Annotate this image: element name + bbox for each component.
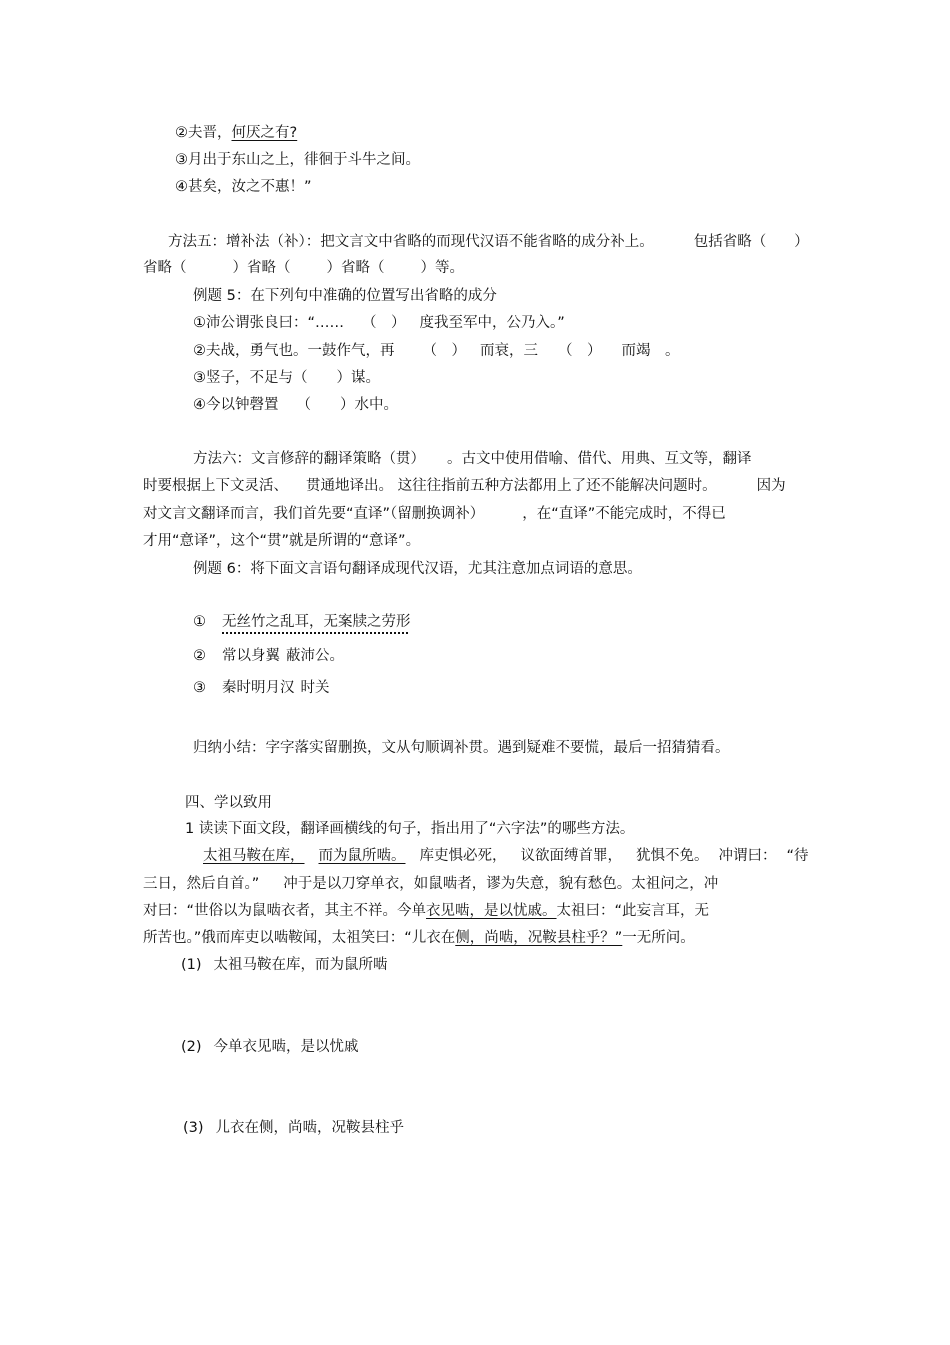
section4-heading: 四、学以致用 (185, 795, 272, 811)
section4-instruction: 1 读读下面文段，翻译画横线的句子，指出用了“六字法”的哪些方法。 (185, 821, 635, 837)
dotted-text: 无丝竹之乱耳，无案牍之劳形 (222, 614, 411, 630)
example5-item-3: ③竖子，不足与（ ）谋。 (193, 370, 380, 386)
item-text: 常以身翼 (222, 648, 280, 664)
example6-item-1 (193, 612, 411, 632)
method6-text: 时要根据上下文灵活、 (143, 478, 288, 494)
question-text: 儿衣在侧，尚啮，况鞍县柱乎 (215, 1120, 405, 1136)
passage-text: 议欲面缚首罪， (520, 848, 622, 864)
item-number: ③ (193, 680, 206, 696)
method6-line1 (193, 449, 752, 469)
method5-text: ）等。 (420, 260, 464, 276)
example-text: ①沛公谓张良曰：“…… (193, 315, 345, 331)
example-line-2 (175, 123, 297, 143)
method5-text: 省略（ (143, 260, 187, 276)
method5-text: 包括省略（ (693, 234, 767, 250)
example6-item-3 (193, 678, 330, 698)
question-1 (181, 955, 388, 975)
question-number: (3) (183, 1120, 204, 1136)
method6-text: 。古文中使用借喻、借代、用典、互文等，翻译 (447, 451, 752, 467)
passage-text: 太祖曰：“此妄言耳，无 (556, 903, 710, 919)
method5-line2 (143, 258, 464, 278)
blank: （ ） (362, 315, 406, 331)
question-2 (181, 1037, 359, 1057)
item-text: 秦时明月汉 (222, 680, 295, 696)
blank: （ ）水中。 (296, 397, 398, 413)
passage-line-1 (203, 846, 809, 866)
item-number: ① (193, 614, 206, 630)
example5-item-2 (193, 341, 680, 361)
passage-text: 冲于是以刀穿单衣，如鼠啮者，谬为失意，貌有愁色。太祖问之，冲 (283, 876, 719, 892)
example-text: ②夫晋， (175, 125, 232, 141)
example-line-4: ④甚矣，汝之不惠！” (175, 179, 312, 195)
underlined-text: 侧，尚啮，况鞍县柱乎？” (455, 930, 623, 946)
blank: （ ） (558, 343, 602, 359)
method5-text: ）省略（ (232, 260, 291, 276)
passage-line-3 (143, 901, 709, 921)
method6-text: 对文言文翻译而言，我们首先要“直译”（留删换调补） (143, 506, 485, 522)
method5-text: ）省略（ (326, 260, 385, 276)
passage-text: 冲谓曰： (718, 848, 777, 864)
method5-text: ） (794, 234, 809, 250)
example-text: ②夫战，勇气也。一鼓作气，再 (193, 343, 395, 359)
question-number: (2) (181, 1039, 202, 1055)
method6-line4: 才用“意译”，这个“贯”就是所谓的“意译”。 (143, 533, 421, 549)
method6-text: 因为 (756, 478, 786, 494)
method6-line3 (143, 504, 726, 524)
example-line-3: ③月出于东山之上，徘徊于斗牛之间。 (175, 152, 420, 168)
question-text: 今单衣见啮，是以忧戚 (213, 1039, 359, 1055)
example-text: 而竭 。 (621, 343, 680, 359)
underlined-text: 何厌之有? (231, 125, 298, 141)
method5-line1 (168, 232, 809, 252)
passage-text: 犹惧不免。 (636, 848, 709, 864)
summary: 归纳小结：字字落实留删换，文从句顺调补贯。遇到疑难不要慌，最后一招猜猜看。 (193, 740, 730, 756)
question-number: (1) (181, 957, 202, 973)
question-3 (183, 1118, 404, 1138)
passage-text: 所苦也。”俄而库吏以啮鞍闻，太祖笑曰：“儿衣在 (143, 930, 456, 946)
method6-line2 (143, 476, 786, 496)
method6-text: 方法六：文言修辞的翻译策略（贯） (193, 451, 425, 467)
method6-text: 贯通地译出。 这往往指前五种方法都用上了还不能解决问题时。 (306, 478, 717, 494)
passage-line-4 (143, 928, 695, 948)
underlined-text: 衣见啮，是以忧戚。 (426, 903, 557, 919)
passage-text: “待 (786, 848, 809, 864)
passage-text: 一无所问。 (622, 930, 695, 946)
example-text: 度我至军中，公乃入。” (419, 315, 565, 331)
example-text: 而衰，三 (480, 343, 538, 359)
passage-line-2 (143, 874, 718, 894)
method6-text: ，在“直译”不能完成时，不得已 (522, 506, 726, 522)
item-text: 时关 (300, 680, 330, 696)
item-number: ② (193, 648, 206, 664)
underlined-text: 太祖马鞍在库， (203, 848, 305, 864)
passage-text: 对曰：“世俗以为鼠啮衣者，其主不祥。今单 (143, 903, 427, 919)
example5-title: 例题 5：在下列句中准确的位置写出省略的成分 (193, 288, 497, 304)
example-text: ④今以钟磬置 (193, 397, 279, 413)
item-text: 蔽沛公。 (286, 648, 344, 664)
question-text: 太祖马鞍在库，而为鼠所啮 (213, 957, 388, 973)
underlined-text: 而为鼠所啮。 (318, 848, 406, 864)
example6-item-2 (193, 646, 344, 666)
example5-item-4 (193, 395, 398, 415)
blank: （ ） (422, 343, 466, 359)
method5-text: 方法五：增补法（补）：把文言文中省略的而现代汉语不能省略的成分补上。 (168, 234, 654, 250)
example5-item-1 (193, 313, 565, 333)
passage-text: 三日，然后自首。” (143, 876, 260, 892)
example6-title: 例题 6：将下面文言语句翻译成现代汉语，尤其注意加点词语的意思。 (193, 561, 642, 577)
passage-text: 库吏惧必死， (419, 848, 507, 864)
